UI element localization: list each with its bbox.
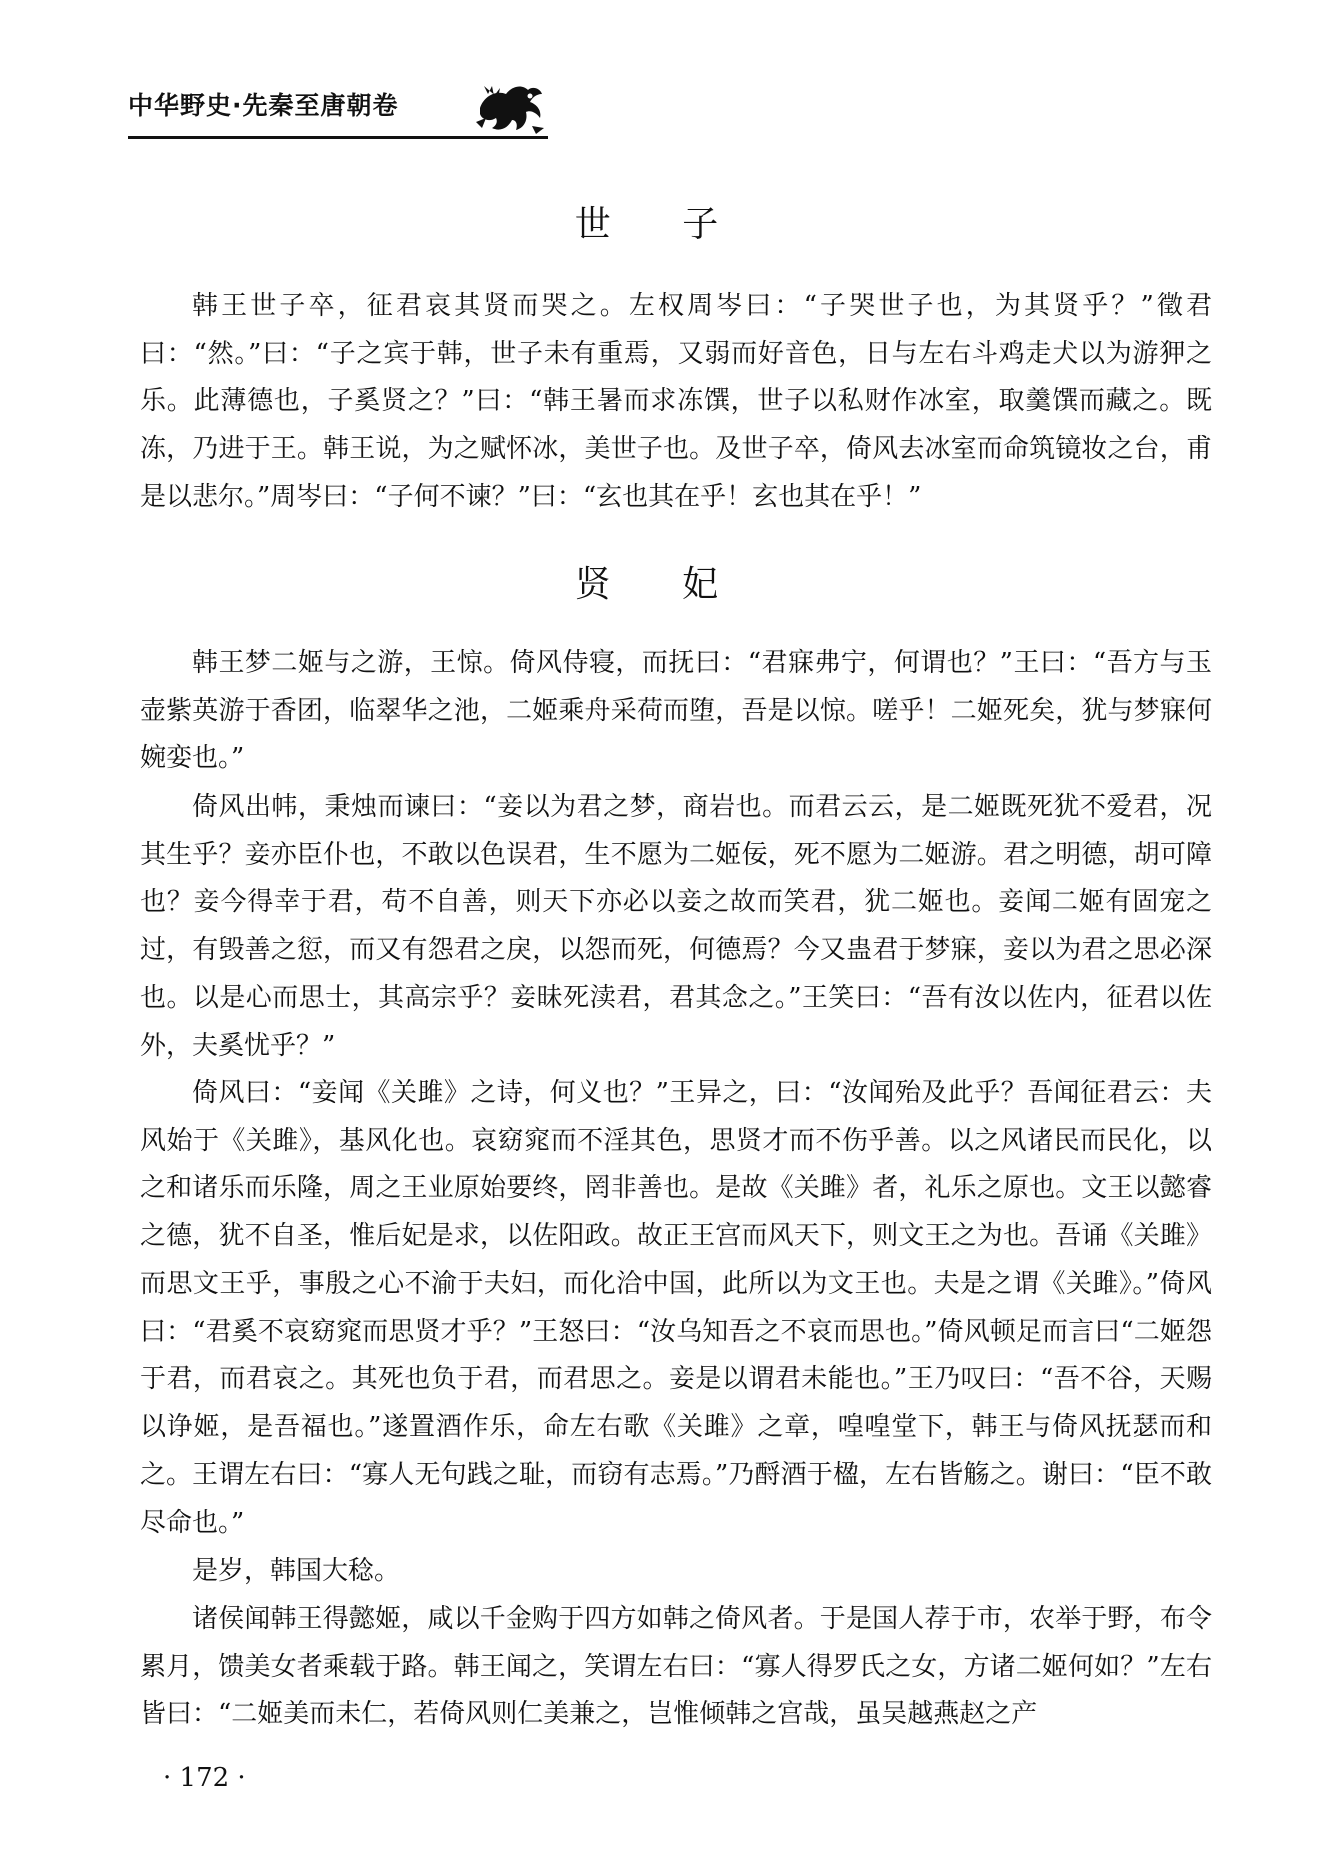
paragraph: 是岁，韩国大稔。 (192, 1556, 401, 1586)
section-title-shizi: 世 子 (574, 204, 749, 245)
running-header-title: 中华野史·先秦至唐朝卷 (128, 91, 399, 120)
paragraph: 倚风出帏，秉烛而谏曰：“妾以为君之梦，商岩也。而君云云，是二姬既死犹不爱君，况其生乎？妾亦臣仆也，不敢以色误君，生不愿为二姬佞，死不愿为二姬游。君之明德，胡可障也？妾今得幸于君，苟不自善，则天下亦必以妾之故而笑君，犹二姬也。妾闻二姬有固宠之过，有毁善之愆，而又有怨君之戾，以怨而死，何德焉？今又蛊君于梦寐，妾以为君之思必深也。以是心而思士，其高宗乎？妾昧死渎君，君其念之。”王笑曰：“吾有汝以佐内，征君以佐外，夫奚忧乎？” (140, 792, 1212, 1061)
header-rule (128, 136, 548, 139)
paragraph: 韩王世子卒，征君哀其贤而哭之。左权周岑曰：“子哭世子也，为其贤乎？”徵君曰：“然。”曰：“子之宾于韩，世子未有重焉，又弱而好音色，日与左右斗鸡走犬以为游狎之乐。此薄德也，子奚贤之？”曰：“韩王暑而求冻馔，世子以私财作冰室，取羹馔而藏之。既冻，乃进于王。韩王说，为之赋怀冰，美世子也。及世子卒，倚风去冰室而命筑镜妆之台，甫是以悲尔。”周岑曰：“子何不谏？”曰：“玄也其在乎！玄也其在乎！” (140, 291, 1212, 512)
paragraph: 王谓左右曰：“寡人无句践之耻，而窃有志焉。”乃酹酒于楹，左右皆觞之。谢曰：“臣不敢尽命也。” (140, 1460, 1212, 1538)
paragraph: 倚风曰：“妾闻《关雎》之诗，何义也？”王异之，曰：“汝闻殆及此乎？吾闻征君云：夫风始于《关雎》，基风化也。哀窈窕而不淫其色，思贤才而不伤乎善。以之风诸民而民化，以之和诸乐而乐隆，周之王业原始要终，罔非善也。是故《关雎》者，礼乐之原也。文王以懿睿之德，犹不自圣，惟后妃是求，以佐阳政。故正王宫而风天下，则文王之为也。吾诵《关雎》而思文王乎，事殷之心不渝于夫妇，而化洽中国，此所以为文王也。夫是之谓《关雎》。”倚风曰：“君奚不哀窈窕而思贤才乎？”王怒曰：“汝乌知吾之不哀而思也。”倚风顿足而言曰“二姬怨于君，而君哀之。其死也负于君，而君思之。妾是以谓君未能也。”王乃叹曰：“吾不谷，天赐以诤姬，是吾福也。”遂置酒作乐，命左右歌《关雎》之章，喤喤堂下，韩王与倚风抚瑟而和之。 (140, 1078, 1212, 1490)
dragon-emblem-icon (470, 78, 550, 136)
paragraph: 诸侯闻韩王得懿姬，咸以千金购于四方如韩之倚风者。于是国人荐于市，农举于野，布令累月，馈美女者乘载于路。韩王闻之，笑谓左右曰：“寡人得罗氏之女，方诸二姬何如？”左右皆曰：“二姬美而未仁，若倚风则仁美兼之，岂惟倾韩之宫哉，虽吴越燕赵之产 (140, 1604, 1212, 1730)
page-number: · 172 · (163, 1763, 246, 1793)
section-title-xianfei: 贤 妃 (574, 564, 749, 605)
paragraph: 韩王梦二姬与之游，王惊。倚风侍寝，而抚曰：“君寐弗宁，何谓也？”王曰：“吾方与玉壶紫英游于香团，临翠华之池，二姬乘舟采荷而堕，吾是以惊。嗟乎！二姬死矣，犹与梦寐何婉娈也。” (140, 648, 1212, 774)
